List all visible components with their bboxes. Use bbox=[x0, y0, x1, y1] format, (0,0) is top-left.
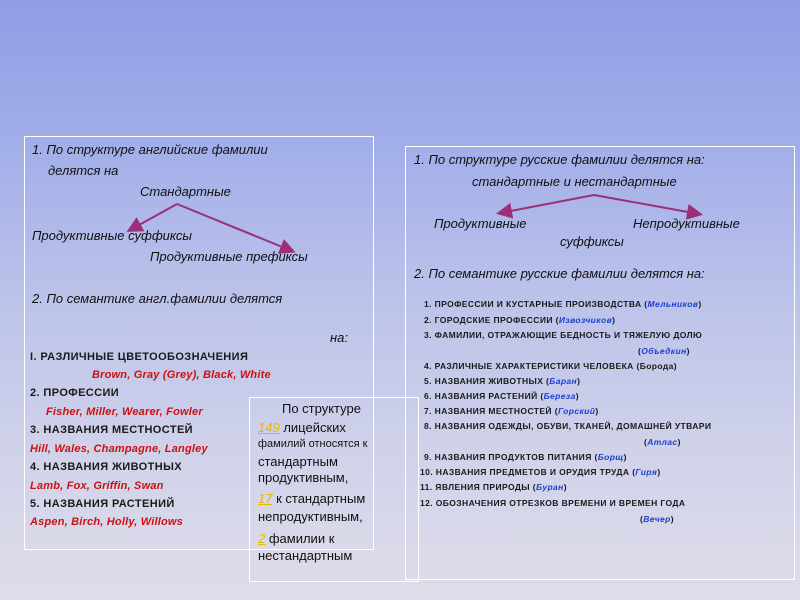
russian-category-10: 10. НАЗВАНИЯ ПРЕДМЕТОВ И ОРУДИЯ ТРУДА (Гиря) bbox=[420, 467, 661, 477]
left-heading-line2: делятся на bbox=[48, 163, 119, 178]
arrow-to-unproductive bbox=[594, 195, 699, 214]
suffixes-label: суффиксы bbox=[560, 234, 624, 249]
russian-category-6: 6. НАЗВАНИЯ РАСТЕНИЙ (Береза) bbox=[424, 391, 579, 401]
stats-line-3: стандартным bbox=[258, 454, 338, 469]
russian-category-3: 3. ФАМИЛИИ, ОТРАЖАЮЩИЕ БЕДНОСТЬ И ТЯЖЕЛУЮ ДОЛЮ bbox=[424, 330, 703, 340]
stats-line-4: продуктивным, bbox=[258, 470, 349, 485]
russian-category-5: 5. НАЗВАНИЯ ЖИВОТНЫХ (Баран) bbox=[424, 376, 581, 386]
english-category-4: 4. НАЗВАНИЯ ЖИВОТНЫХ bbox=[30, 461, 183, 473]
left-semantics-on: на: bbox=[330, 330, 348, 345]
russian-category-8-example: (Атлас) bbox=[644, 437, 681, 447]
russian-category-4: 4. РАЗЛИЧНЫЕ ХАРАКТЕРИСТИКИ ЧЕЛОВЕКА (Борода) bbox=[424, 361, 678, 371]
stats-line-2: фамилий относятся к bbox=[258, 438, 368, 450]
russian-category-12-example: (Вечер) bbox=[640, 514, 674, 524]
stats-line-5: 17 к стандартным bbox=[258, 491, 366, 506]
left-semantics-heading: 2. По семантике англ.фамилии делятся bbox=[32, 291, 283, 306]
russian-category-11: 11. ЯВЛЕНИЯ ПРИРОДЫ (Буран) bbox=[420, 482, 567, 492]
russian-category-1: 1. ПРОФЕССИИ И КУСТАРНЫЕ ПРОИЗВОДСТВА (Мельников) bbox=[424, 299, 702, 309]
english-category-2: 2. ПРОФЕССИИ bbox=[30, 387, 120, 399]
english-examples-3: Hill, Wales, Champagne, Langley bbox=[30, 443, 208, 455]
productive-prefixes-label: Продуктивные префиксы bbox=[150, 249, 308, 264]
russian-category-3-example: (Объедкин) bbox=[638, 346, 690, 356]
russian-category-8: 8. НАЗВАНИЯ ОДЕЖДЫ, ОБУВИ, ТКАНЕЙ, ДОМАШНЕЙ УТВАРИ bbox=[424, 421, 712, 431]
english-standard-label: Стандартные bbox=[140, 184, 231, 199]
right-heading-line1: 1. По структуре русские фамилии делятся на: bbox=[414, 152, 705, 167]
arrow-to-prefixes bbox=[177, 204, 292, 251]
productive-label: Продуктивные bbox=[434, 216, 527, 231]
left-heading-line1: 1. По структуре английские фамилии bbox=[32, 142, 268, 157]
english-category-1: I. РАЗЛИЧНЫЕ ЦВЕТООБОЗНАЧЕНИЯ bbox=[30, 351, 249, 363]
right-semantics-heading: 2. По семантике русские фамилии делятся на: bbox=[414, 266, 705, 281]
english-category-3: 3. НАЗВАНИЯ МЕСТНОСТЕЙ bbox=[30, 424, 193, 436]
stats-line-7: 2 фамилии к bbox=[258, 531, 335, 546]
stats-line-6: непродуктивным, bbox=[258, 509, 363, 524]
arrow-to-suffixes bbox=[130, 204, 177, 230]
english-examples-5: Aspen, Birch, Holly, Willows bbox=[30, 516, 184, 528]
english-examples-2: Fisher, Miller, Wearer, Fowler bbox=[46, 406, 203, 418]
arrow-to-productive bbox=[500, 195, 594, 213]
english-category-5: 5. НАЗВАНИЯ РАСТЕНИЙ bbox=[30, 498, 175, 510]
right-heading-line2: стандартные и нестандартные bbox=[472, 174, 677, 189]
stats-line-8: нестандартным bbox=[258, 548, 353, 563]
russian-category-7: 7. НАЗВАНИЯ МЕСТНОСТЕЙ (Горский) bbox=[424, 406, 599, 416]
russian-category-2: 2. ГОРОДСКИЕ ПРОФЕССИИ (Извозчиков) bbox=[424, 315, 616, 325]
russian-category-9: 9. НАЗВАНИЯ ПРОДУКТОВ ПИТАНИЯ (Борщ) bbox=[424, 452, 627, 462]
russian-category-12: 12. ОБОЗНАЧЕНИЯ ОТРЕЗКОВ ВРЕМЕНИ И ВРЕМЕН ГОДА bbox=[420, 498, 686, 508]
stats-line-1: 149 лицейских bbox=[258, 420, 346, 435]
unproductive-label: Непродуктивные bbox=[633, 216, 740, 231]
productive-suffixes-label: Продуктивные суффиксы bbox=[32, 228, 192, 243]
english-examples-1: Brown, Gray (Grey), Black, White bbox=[92, 369, 271, 381]
stats-title: По структуре bbox=[282, 401, 361, 416]
english-examples-4: Lamb, Fox, Griffin, Swan bbox=[30, 480, 164, 492]
